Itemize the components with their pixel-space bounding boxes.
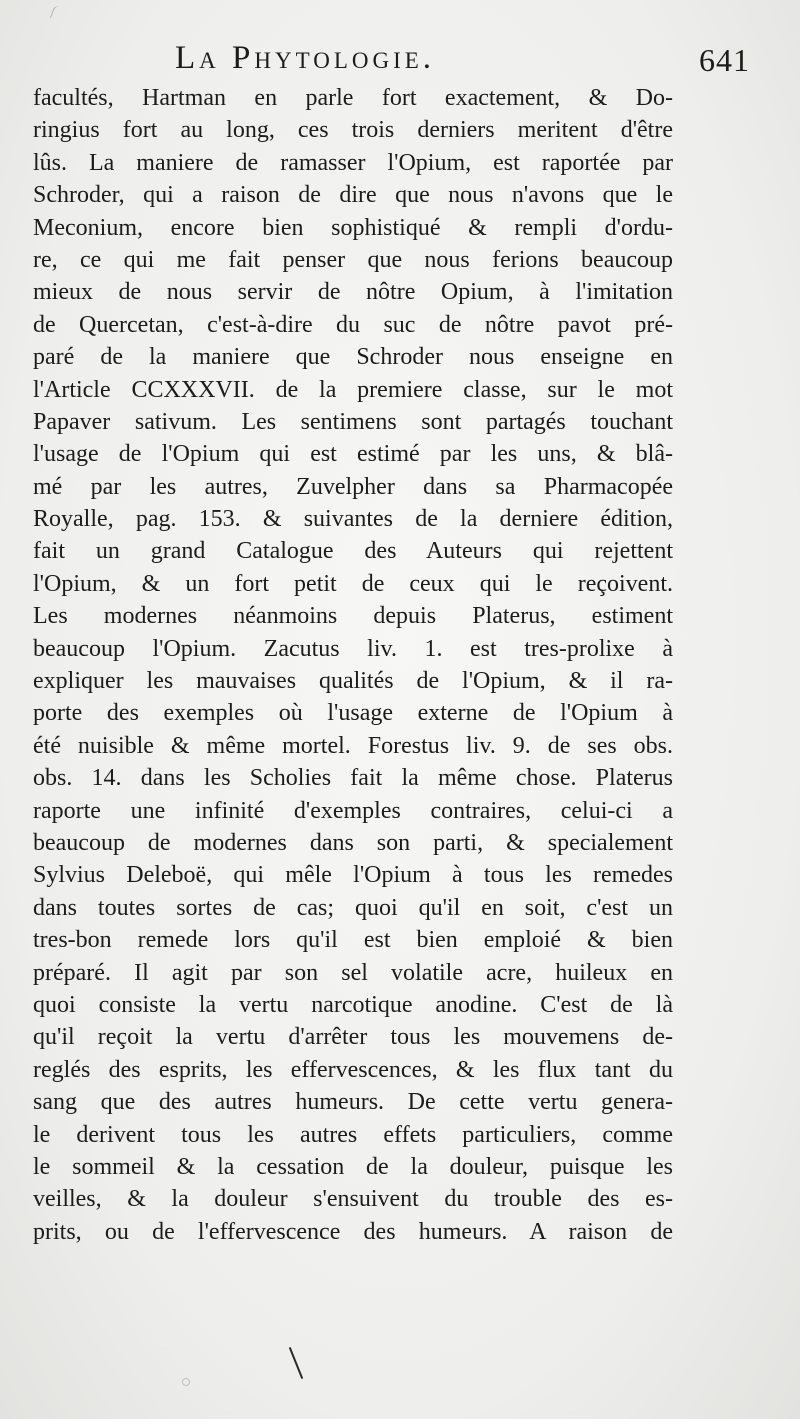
text-line: l'Article CCXXXVII. de la premiere classe, sur le mot: [33, 376, 673, 403]
text-line: reglés des esprits, les effervescences, & les flux tant du: [33, 1056, 673, 1083]
text-line: sang que des autres humeurs. De cette vertu genera-: [33, 1089, 673, 1116]
text-line: beaucoup l'Opium. Zacutus liv. 1. est tres-prolixe à: [33, 635, 673, 662]
text-line: prits, ou de l'effervescence des humeurs. A raison de: [33, 1218, 673, 1245]
text-line: Royalle, pag. 153. & suivantes de la derniere édition,: [33, 506, 673, 533]
text-line: paré de la maniere que Schroder nous enseigne en: [33, 344, 673, 371]
text-line: Meconium, encore bien sophistiqué & rempli d'ordu-: [33, 214, 673, 241]
text-line: préparé. Il agit par son sel volatile acre, huileux en: [33, 959, 673, 986]
text-line: tres-bon remede lors qu'il est bien emploié & bien: [33, 927, 673, 954]
text-line: qu'il reçoit la vertu d'arrêter tous les mouvemens de-: [33, 1024, 673, 1051]
text-line: Papaver sativum. Les sentimens sont partagés touchant: [33, 408, 673, 435]
text-line: raporte une infinité d'exemples contraires, celui-ci a: [33, 797, 673, 824]
body-text: [33, 82, 673, 1248]
margin-mark: [50, 5, 65, 22]
text-line: lûs. La maniere de ramasser l'Opium, est raportée par: [33, 149, 673, 176]
text-line: beaucoup de modernes dans son parti, & specialement: [33, 829, 673, 856]
text-line: le derivent tous les autres effets particuliers, comme: [33, 1121, 673, 1148]
text-line: de Quercetan, c'est-à-dire du suc de nôtre pavot pré-: [33, 311, 673, 338]
text-line: porte des exemples où l'usage externe de l'Opium à: [33, 700, 673, 727]
running-title: La Phytologie.: [175, 40, 436, 76]
paper-blemish: [182, 1378, 190, 1386]
text-line: Les modernes néanmoins depuis Platerus, estiment: [33, 603, 673, 630]
text-line: veilles, & la douleur s'ensuivent du trouble des es-: [33, 1186, 673, 1213]
page-number: 641: [699, 42, 750, 78]
text-line: mé par les autres, Zuvelpher dans sa Pharmacopée: [33, 473, 673, 500]
text-line: expliquer les mauvaises qualités de l'Opium, & il ra-: [33, 668, 673, 695]
text-line: Schroder, qui a raison de dire que nous n'avons que le: [33, 182, 673, 209]
ink-stroke-mark: [289, 1347, 304, 1379]
text-line: été nuisible & même mortel. Forestus liv. 9. de ses obs.: [33, 732, 673, 759]
text-line: quoi consiste la vertu narcotique anodine. C'est de là: [33, 991, 673, 1018]
text-line: le sommeil & la cessation de la douleur, puisque les: [33, 1153, 673, 1180]
text-line: l'usage de l'Opium qui est estimé par les uns, & blâ-: [33, 441, 673, 468]
text-line: l'Opium, & un fort petit de ceux qui le reçoivent.: [33, 570, 673, 597]
text-line: dans toutes sortes de cas; quoi qu'il en soit, c'est un: [33, 894, 673, 921]
text-line: re, ce qui me fait penser que nous ferions beaucoup: [33, 246, 673, 273]
page-header: [60, 40, 750, 88]
text-line: ringius fort au long, ces trois derniers meritent d'être: [33, 117, 673, 144]
text-line: Sylvius Deleboë, qui mêle l'Opium à tous les remedes: [33, 862, 673, 889]
text-line: fait un grand Catalogue des Auteurs qui rejettent: [33, 538, 673, 565]
text-line: obs. 14. dans les Scholies fait la même chose. Platerus: [33, 765, 673, 792]
text-line: mieux de nous servir de nôtre Opium, à l'imitation: [33, 279, 673, 306]
text-line: facultés, Hartman en parle fort exactement, & Do-: [33, 85, 673, 111]
